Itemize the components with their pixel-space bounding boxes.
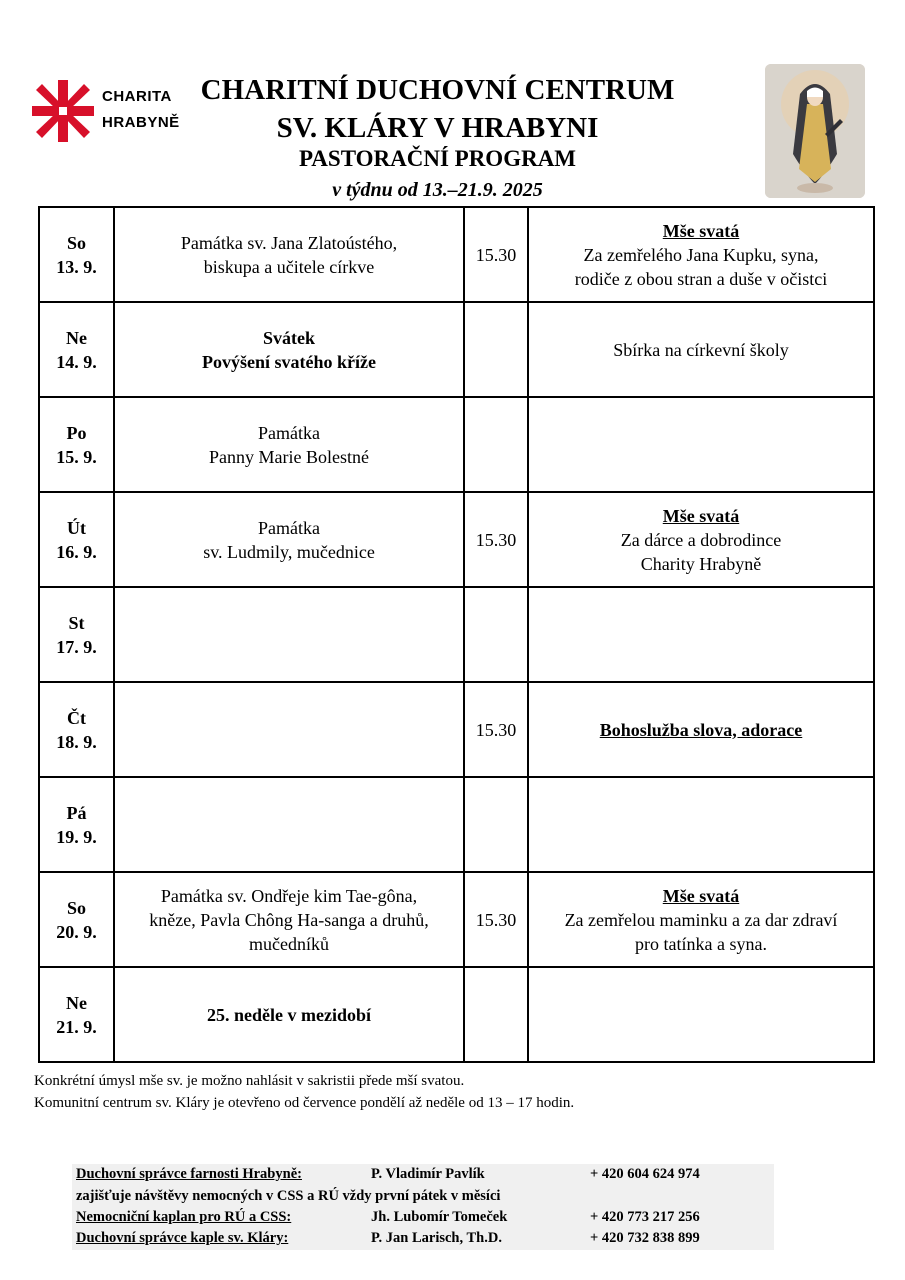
time-cell (464, 777, 528, 872)
schedule-row (39, 207, 874, 302)
event-cell (528, 682, 874, 777)
feast-cell (114, 967, 464, 1062)
schedule-row (39, 302, 874, 397)
event-line: Charity Hrabyně (640, 553, 762, 574)
day-date: 18. 9. (56, 731, 97, 752)
day-cell (39, 302, 114, 397)
day-date: 15. 9. (56, 446, 97, 467)
day-name: St (68, 612, 85, 633)
contact-phone-4: + 420 732 838 899 (590, 1230, 700, 1246)
day-name: Po (66, 422, 87, 443)
time-cell (464, 397, 528, 492)
week-range: v týdnu od 13.–21.9. 2025 (332, 179, 543, 201)
schedule-row (39, 587, 874, 682)
feast-line: 25. neděle v mezidobí (207, 1004, 371, 1025)
contact-name-3: Jh. Lubomír Tomeček (371, 1209, 508, 1225)
contact-row-4 (76, 1230, 700, 1247)
event-line: pro tatínka a syna. (635, 933, 767, 954)
contact-label-3: Nemocniční kaplan pro RÚ a CSS: (76, 1209, 292, 1225)
day-cell (39, 492, 114, 587)
day-name: So (66, 897, 86, 918)
feast-line: mučedníků (249, 933, 329, 954)
feast-cell (114, 302, 464, 397)
day-cell (39, 777, 114, 872)
feast-cell (114, 207, 464, 302)
day-cell (39, 397, 114, 492)
feast-line: sv. Ludmily, mučednice (203, 541, 375, 562)
day-date: 20. 9. (56, 921, 97, 942)
schedule-row (39, 777, 874, 872)
day-date: 19. 9. (56, 826, 97, 847)
event-cell (528, 492, 874, 587)
day-date: 17. 9. (56, 636, 97, 657)
note-line-2: Komunitní centrum sv. Kláry je otevřeno od července pondělí až neděle od 13 – 17 hodin. (34, 1095, 575, 1111)
time-cell (464, 302, 528, 397)
event-title: Mše svatá (662, 885, 740, 906)
feast-line: Povýšení svatého kříže (202, 351, 376, 372)
subtitle: PASTORAČNÍ PROGRAM (298, 146, 577, 171)
event-cell (528, 302, 874, 397)
day-name: Ne (66, 327, 87, 348)
feast-line: Památka (258, 517, 320, 538)
day-name: Čt (67, 707, 86, 728)
contact-row-1 (76, 1166, 700, 1183)
day-date: 21. 9. (56, 1016, 97, 1037)
day-cell (39, 587, 114, 682)
day-date: 14. 9. (56, 351, 97, 372)
contact-row-3 (76, 1209, 700, 1226)
event-title: Bohoslužba slova, adorace (599, 719, 803, 740)
day-name: Ne (66, 992, 87, 1013)
note-line-1: Konkrétní úmysl mše sv. je možno nahlásit v sakristii přede mší svatou. (34, 1073, 465, 1089)
event-line: Sbírka na církevní školy (613, 339, 789, 360)
notes (34, 1070, 574, 1114)
day-date: 13. 9. (56, 256, 97, 277)
schedule-row (39, 492, 874, 587)
logo-line-1: CHARITA (102, 88, 172, 105)
time-cell: 15.30 (464, 682, 528, 777)
contact-name-4: P. Jan Larisch, Th.D. (371, 1230, 502, 1246)
day-cell (39, 682, 114, 777)
day-date: 16. 9. (56, 541, 97, 562)
title-line-1: CHARITNÍ DUCHOVNÍ CENTRUM (200, 74, 675, 106)
logo-line-2: HRABYNĚ (102, 114, 180, 131)
time-cell: 15.30 (464, 872, 528, 967)
saint-clare-image (765, 64, 865, 198)
day-name: Út (67, 517, 86, 538)
schedule-row (39, 397, 874, 492)
feast-line: Svátek (262, 327, 315, 348)
feast-cell (114, 587, 464, 682)
feast-cell (114, 777, 464, 872)
feast-cell (114, 682, 464, 777)
feast-cell (114, 492, 464, 587)
event-line: Za zemřelého Jana Kupku, syna, (583, 244, 819, 265)
event-cell (528, 397, 874, 492)
event-line: Za zemřelou maminku a za dar zdraví (564, 909, 838, 930)
event-title: Mše svatá (662, 505, 740, 526)
contact-label-4: Duchovní správce kaple sv. Kláry: (76, 1230, 289, 1246)
time-cell (464, 967, 528, 1062)
event-line: Za dárce a dobrodince (620, 529, 782, 550)
event-cell (528, 967, 874, 1062)
contact-phone-3: + 420 773 217 256 (590, 1209, 700, 1225)
day-name: Pá (66, 802, 87, 823)
feast-line: kněze, Pavla Chông Ha-sanga a druhů, (149, 909, 429, 930)
schedule-row (39, 872, 874, 967)
feast-line: biskupa a učitele církve (203, 256, 375, 277)
feast-cell (114, 397, 464, 492)
event-cell (528, 777, 874, 872)
day-name: So (66, 232, 86, 253)
schedule-table (38, 206, 875, 1063)
feast-line: Památka sv. Ondřeje kim Tae-gôna, (160, 885, 418, 906)
schedule-row (39, 967, 874, 1062)
event-line: rodiče z obou stran a duše v očistci (574, 268, 828, 289)
feast-line: Památka sv. Jana Zlatoústého, (180, 232, 398, 253)
event-cell (528, 587, 874, 682)
day-cell (39, 207, 114, 302)
event-title: Mše svatá (662, 220, 740, 241)
time-cell: 15.30 (464, 207, 528, 302)
event-cell (528, 872, 874, 967)
event-cell (528, 207, 874, 302)
contact-name-1: P. Vladimír Pavlík (371, 1166, 485, 1182)
contact-row-2: zajišťuje návštěvy nemocných v CSS a RÚ vždy první pátek v měsíci (76, 1188, 501, 1204)
feast-line: Památka (258, 422, 320, 443)
contact-label-1: Duchovní správce farnosti Hrabyně: (76, 1166, 302, 1182)
contact-box (72, 1164, 774, 1250)
time-cell (464, 587, 528, 682)
time-cell: 15.30 (464, 492, 528, 587)
title-line-2: SV. KLÁRY V HRABYNI (276, 112, 599, 144)
feast-cell (114, 872, 464, 967)
schedule-row (39, 682, 874, 777)
contact-phone-1: + 420 604 624 974 (590, 1166, 700, 1182)
feast-line: Panny Marie Bolestné (209, 446, 369, 467)
day-cell (39, 872, 114, 967)
day-cell (39, 967, 114, 1062)
